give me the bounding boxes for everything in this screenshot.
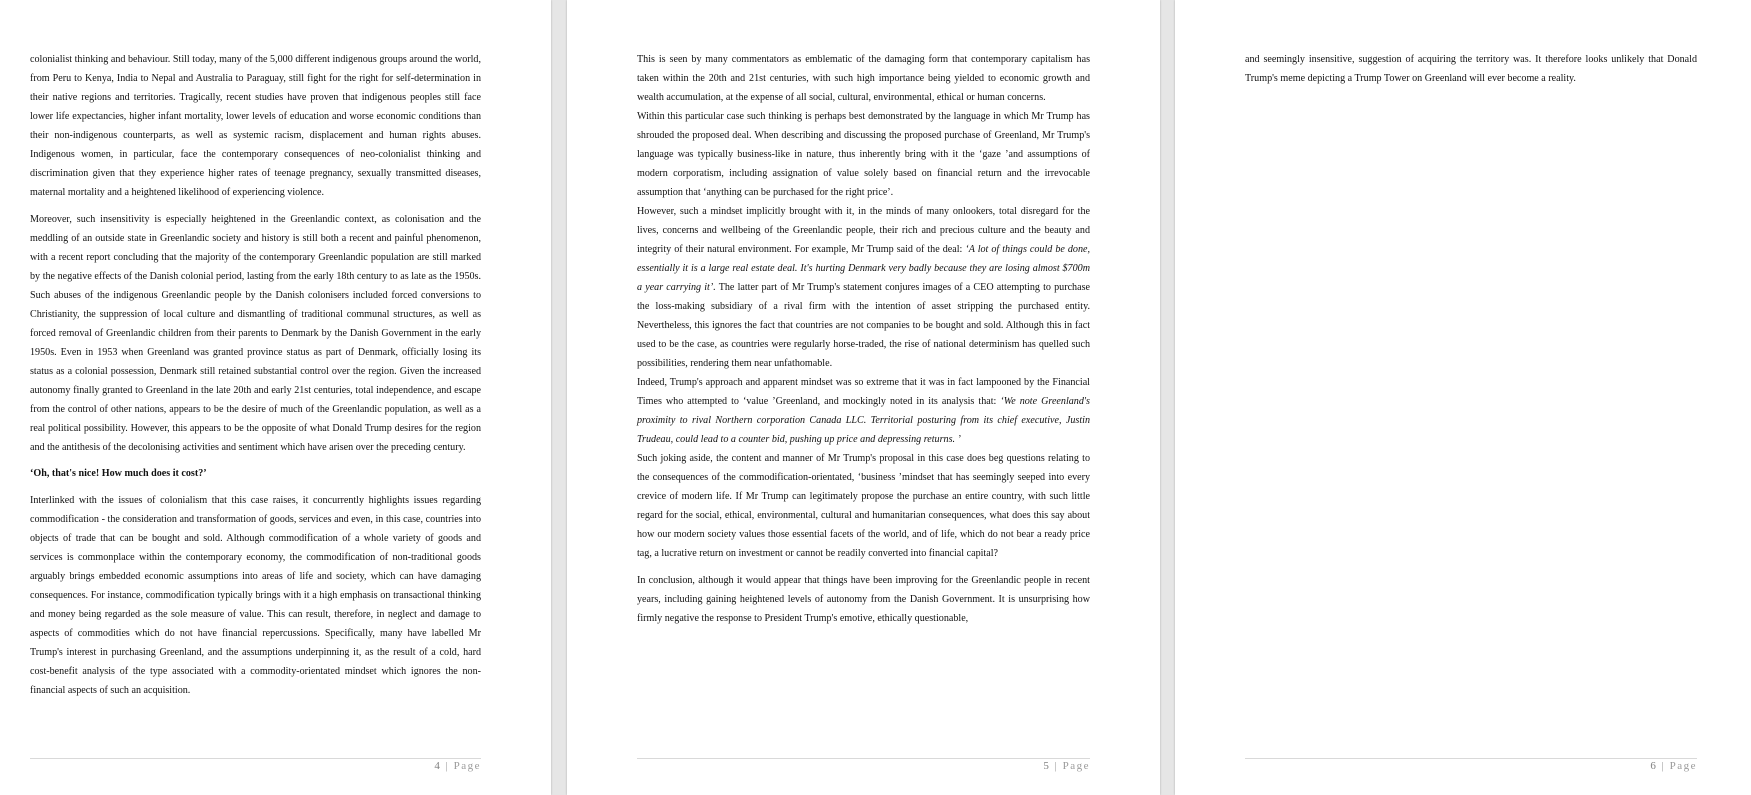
paragraph [637, 373, 1090, 449]
paragraph: In conclusion, although it would appear that things have been improving for the Greenlandic people in recent years, including gaining heightened levels of autonomy from the Danish Government. It is unsurprising how firmly negative the response to President Trump's emotive, ethically questionable, [637, 574, 1090, 624]
footer-divider [30, 758, 481, 759]
paragraph: Within this particular case such thinking is perhaps best demonstrated by the language in which Mr Trump has shrouded the proposed deal. When describing and discussing the proposed purchase of Greenland, Mr Trump's language was typically business-like in nature, thus inherently bring with it the ‘gaze ’and assumptions of modern corporatism, including assignation of value solely based on financial return and the irrevocable assumption that ‘anything can be purchased for the right price’. [637, 111, 1090, 198]
quotation: ‘A lot of things could be done, essentially it is a large real estate deal. It's hurting Denmark very badly because they are losing almost $700m a year carrying it’. [637, 244, 1091, 293]
quotation: ‘We note Greenland's proximity to rival Northern corporation Canada LLC. Territorial posturing from its chief executive, Justin Trudeau, could lead to a counter bid, pushing up price and depressing returns. ’ [637, 396, 1090, 445]
paragraph [637, 202, 1090, 373]
paragraph-text: However, such a mindset implicitly brought with it, in the minds of many onlookers, total disregard for the lives, concerns and wellbeing of the Greenlandic people, their rich and precious culture and the beauty and integrity of their natural environment. For example, Mr Trump said of the deal: [637, 206, 1090, 255]
paragraph-text: Indeed, Trump's approach and apparent mindset was so extreme that it was in fact lampooned by the Financial Times who attempted to ‘value ’Greenland, and mockingly noted in its analysis that: [637, 377, 1090, 407]
footer-page-label: Page [453, 760, 481, 772]
paragraph: Such joking aside, the content and manner of Mr Trump's proposal in this case does beg questions relating to the consequences of the commodification-orientated, ‘business ’mindset that has seemingly seeped into every crevice of modern life. If Mr Trump can legitimately propose the purchase an entire country, with such little regard for the social, ethical, environmental, cultural and humanitarian consequences, what does this say about how our modern society values those essential facets of the world, and of life, which do not bear a ready price tag, a lucrative return on investment or cannot be readily converted into financial capital? [637, 453, 1090, 559]
page-number: 4 [434, 760, 442, 772]
paragraph-text: The latter part of Mr Trump's statement conjures images of a CEO attempting to purchase the loss-making subsidiary of a rival firm with the intention of asset stripping the purchased entity. Nevertheless, this ignores the fact that countries are not companies to be bought and sold. Although this in fact used to be the case, as countries were regularly horse-traded, the rise of national determinism has quelled such possibilities, rendering them near unfathomable. [637, 282, 1090, 369]
document-page-6 [1175, 0, 1751, 795]
paragraph: Moreover, such insensitivity is especially heightened in the Greenlandic context, as colonisation and the meddling of an outside state in Greenlandic society and history is still both a recent and painful phenomenon, with a recent report concluding that the majority of the contemporary Greenlandic population are still marked by the negative effects of the Danish colonial period, lasting from the early 18th century to as late as the 1950s. Such abuses of the indigenous Greenlandic people by the Danish colonisers included forced conversions to Christianity, the suppression of local culture and dismantling of traditional communal structures, as well as forced removal of Greenlandic children from their parents to Denmark by the Danish Government in the early 1950s. Even in 1953 when Greenland was granted province status as part of Denmark, officially losing its status as a colonial possession, Denmark still retained substantial control over the region. Given the increased autonomy finally granted to Greenland in the late 20th and early 21st centuries, total independence, and escape from the control of other nations, appears to be the desire of much of the Greenlandic population, as well as a real political possibility. However, this appears to be the opposite of what Donald Trump desires for the region and the antithesis of the decolonising activities and sentiment which have arisen over the preceding century. [30, 213, 481, 453]
footer-separator: | [1661, 760, 1666, 772]
footer-divider [1245, 758, 1697, 759]
page-body [1245, 50, 1697, 96]
page-footer [637, 760, 1090, 772]
footer-separator: | [445, 760, 450, 772]
paragraph: Interlinked with the issues of colonialism that this case raises, it concurrently highlights issues regarding commodification - the consideration and transformation of goods, services and even, in this case, countries into objects of trade that can be bought and sold. Although commodification of a whole variety of goods and services is commonplace within the contemporary economy, the commodification of non-traditional goods arguably brings embedded economic assumptions into areas of life and society, which can have damaging consequences. For instance, commodification typically brings with it a high emphasis on transactional thinking and money being regarded as the sole measure of value. This can result, therefore, in neglect and damage to aspects of commodities which do not have financial repercussions. Specifically, many have labelled Mr Trump's interest in purchasing Greenland, and the assumptions underpinning it, as the result of a cold, hard cost-benefit analysis of the type associated with a commodity-orientated mindset which ignores the non-financial aspects of such an acquisition. [30, 494, 481, 696]
page-body [30, 50, 481, 707]
footer-page-label: Page [1062, 760, 1090, 772]
paragraph: and seemingly insensitive, suggestion of acquiring the territory was. It therefore looks unlikely that Donald Trump's meme depicting a Trump Tower on Greenland will ever become a reality. [1245, 54, 1697, 84]
footer-separator: | [1054, 760, 1059, 772]
section-heading: ‘Oh, that's nice! How much does it cost?’ [30, 468, 207, 479]
document-page-5 [567, 0, 1160, 795]
footer-divider [637, 758, 1090, 759]
page-body [637, 50, 1090, 635]
page-number: 5 [1043, 760, 1051, 772]
page-number: 6 [1650, 760, 1658, 772]
page-footer [30, 760, 481, 772]
document-page-4 [0, 0, 551, 795]
paragraph: This is seen by many commentators as emblematic of the damaging form that contemporary capitalism has taken within the 20th and 21st centuries, with such high importance being yielded to economic growth and wealth accumulation, at the expense of all social, cultural, environmental, ethical or human concerns. [637, 54, 1090, 103]
footer-page-label: Page [1669, 760, 1697, 772]
page-footer [1245, 760, 1697, 772]
paragraph: colonialist thinking and behaviour. Still today, many of the 5,000 different indigenous groups around the world, from Peru to Kenya, India to Nepal and Australia to Paraguay, still fight for the right for self-determination in their native regions and territories. Tragically, recent studies have proven that indigenous peoples still face lower life expectancies, higher infant mortality, lower levels of education and worse economic conditions than their non-indigenous counterparts, as well as systemic racism, displacement and human rights abuses. Indigenous women, in particular, face the contemporary consequences of neo-colonialist thinking and discrimination given that they experience higher rates of teenage pregnancy, sexually transmitted diseases, maternal mortality and a heightened likelihood of experiencing violence. [30, 54, 481, 198]
